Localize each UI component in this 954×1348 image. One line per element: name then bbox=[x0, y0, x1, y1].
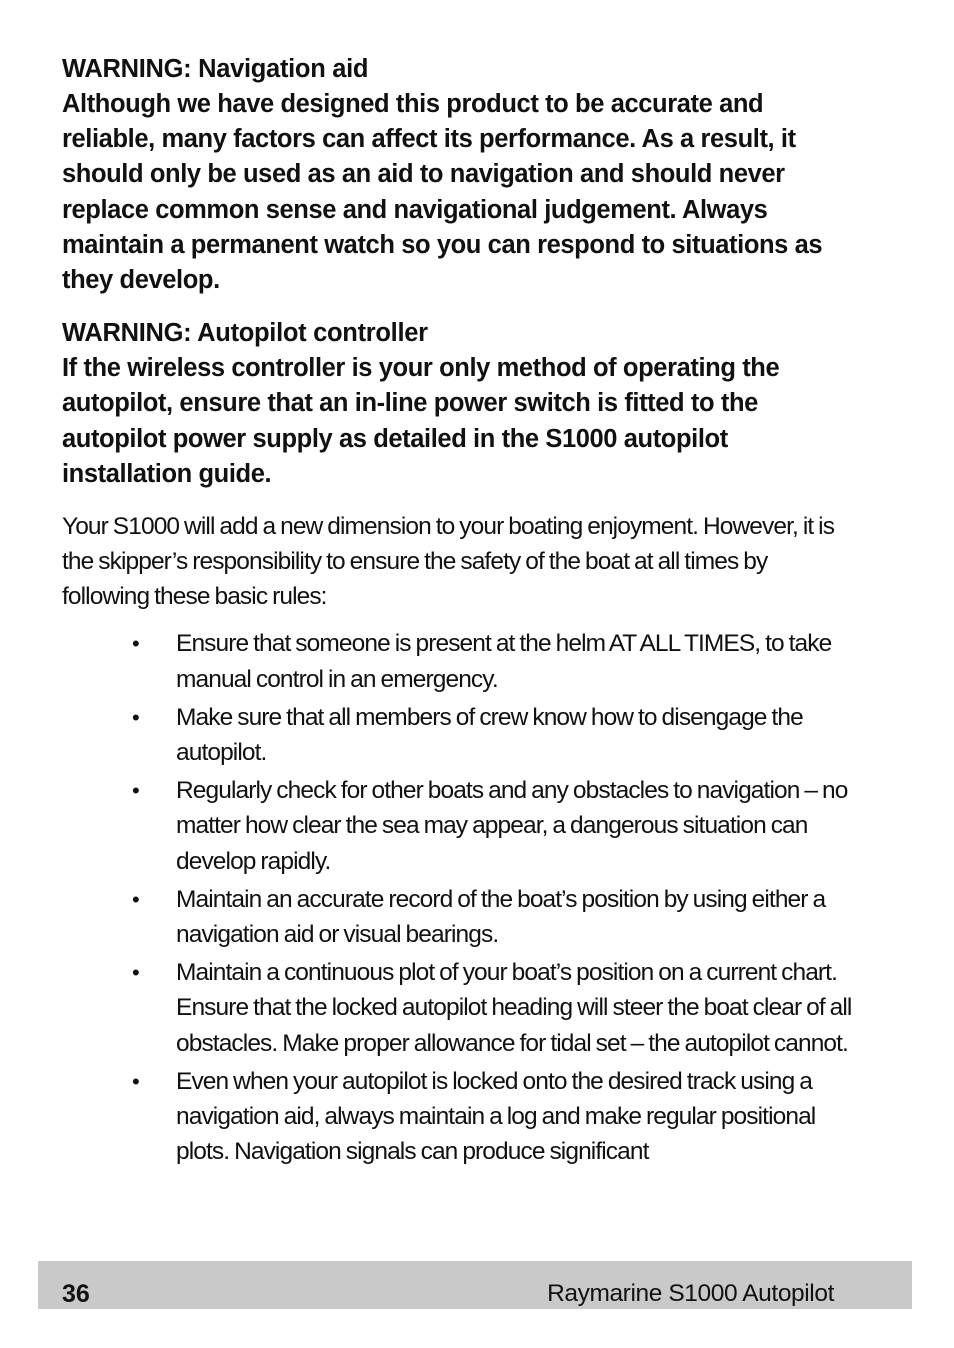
bullet-icon: • bbox=[132, 1068, 139, 1094]
warning-text: Although we have designed this product to be accurate and reliable, many factors can affect its performance. As a result, it should only be used as an aid to navigation and should never replace common sense and navigational judgement. Always maintain a permanent watch so you can respond to situations as they develop. bbox=[62, 90, 823, 295]
safety-rules-list bbox=[62, 626, 852, 1169]
list-item bbox=[62, 882, 852, 952]
rule-text: Maintain a continuous plot of your boat’s position on a current chart. Ensure that the locked autopilot heading will steer the boat clear of all obstacles. Make proper allowance for tidal set – the autopilot cannot. bbox=[176, 959, 852, 1057]
rule-text: Ensure that someone is present at the helm AT ALL TIMES, to take manual control in an emergency. bbox=[176, 630, 832, 693]
list-item bbox=[62, 955, 852, 1061]
bullet-icon: • bbox=[132, 704, 139, 730]
rule-text: Make sure that all members of crew know how to disengage the autopilot. bbox=[176, 703, 803, 767]
rule-text: Even when your autopilot is locked onto the desired track using a navigation aid, always maintain a log and make regular positional plots. Navigation signals can produce significant bbox=[176, 1067, 816, 1166]
bullet-icon: • bbox=[132, 631, 139, 657]
list-item bbox=[62, 1064, 852, 1170]
bullet-icon: • bbox=[132, 960, 139, 986]
warning-navigation-aid bbox=[62, 52, 852, 298]
page-content bbox=[62, 52, 852, 1172]
warning-text: If the wireless controller is your only method of operating the autopilot, ensure that an in-line power switch is fitted to the autopilot power supply as detailed in the S1000 autopilot installation guide. bbox=[62, 354, 780, 488]
list-item bbox=[62, 626, 852, 696]
bullet-icon: • bbox=[132, 778, 139, 804]
rule-text: Maintain an accurate record of the boat’s position by using either a navigation aid or visual bearings. bbox=[176, 885, 826, 949]
page-number: 36 bbox=[62, 1280, 90, 1308]
warning-title: WARNING: Autopilot controller bbox=[62, 319, 428, 348]
rule-text: Regularly check for other boats and any obstacles to navigation – no matter how clear the sea may appear, a dangerous situation can develop rapidly. bbox=[176, 777, 848, 875]
document-title: Raymarine S1000 Autopilot bbox=[547, 1280, 834, 1307]
page-footer bbox=[38, 1261, 912, 1309]
warning-title: WARNING: Navigation aid bbox=[62, 55, 369, 83]
intro-paragraph: Your S1000 will add a new dimension to your boating enjoyment. However, it is the skipper’s responsibility to ensure the safety of the boat at all times by following these basic rules: bbox=[62, 513, 835, 610]
list-item bbox=[62, 700, 852, 770]
bullet-icon: • bbox=[132, 886, 139, 912]
warning-autopilot-controller bbox=[62, 316, 852, 492]
list-item bbox=[62, 773, 852, 879]
